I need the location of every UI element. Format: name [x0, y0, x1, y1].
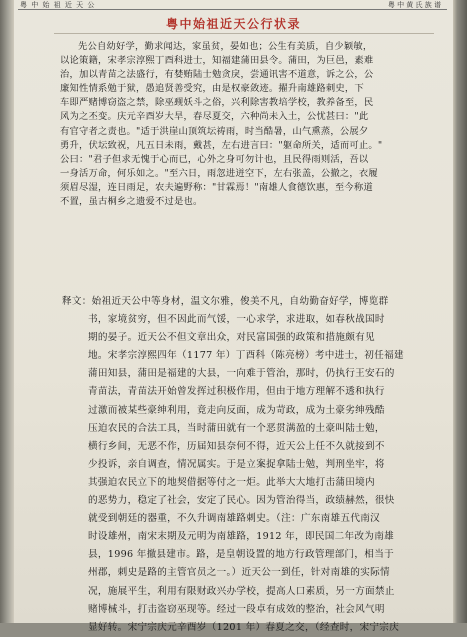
- original-line: 一身活万命，何乐如之。"至六日，雨忽进迸空下，左右张盖，公撤之，衣履: [60, 167, 378, 179]
- page-title: 粤中始祖近天公行状录: [165, 17, 301, 31]
- translation-line: 期的晏子。近天公不但文章出众，对民富国强的政策和措施颇有见: [88, 332, 375, 344]
- translation-line: 横行乡间，无恶不作，历届知县奈何不得，近天公上任不久就接到不: [88, 440, 385, 452]
- translation-line: 的恶势力，稳定了社会，安定了民心。因为管治得当，政绩赫然，很快: [88, 495, 395, 507]
- translation-line: 就受到朝廷的器重，不久升调南雄路刺史。（注：广东南雄五代南汉: [88, 513, 381, 525]
- translation-line: 书，家境贫穷，但不因此而气馁，一心求学，求进取，如春秋战国时: [88, 314, 385, 326]
- original-text-block: [54, 33, 434, 258]
- original-line: 治，加以青苗之法盛行，有婪贿陆士勉贪戾，尝通讯害不道意，诉之公，公: [60, 69, 374, 81]
- translation-line: 释文：始祖近天公中等身材，温文尔雅，俊美不凡，自幼勤奋好学，博览群: [62, 296, 389, 307]
- original-line: 有官守者之责也。"适于洪崖山顶筑坛祷雨，时当酷暑，山气熏蒸，公展夕: [60, 125, 369, 137]
- translation-line: 地。宋孝宗淳熙四年（1177 年）丁酉科（陈亮榜）考中进士，初任福建: [88, 350, 404, 362]
- translation-block: [62, 293, 442, 637]
- original-line: 须眉尽湿，连日雨足，农夫遍野称："甘霖焉！"南雄人食德饮惠，至今称道: [60, 181, 373, 193]
- translation-line: 县，1996 年撤县建市。路，是皇朝设置的地方行政管理部门，相当于: [88, 549, 394, 561]
- original-line: 公曰："君子但求无愧于心而已，心外之身可勿计也，且民得雨则活，吾以: [60, 153, 369, 165]
- original-line: 车即严赌博窃盗之禁，除巫觋妖斗之俗，兴利除害教培学校，教养备至，民: [60, 97, 374, 109]
- original-line: 以论策籍，宋孝宗淳熙丁酉科进士，知福建蒲田县令。蒲田，为巨邑，素难: [60, 55, 374, 67]
- translation-line: 过激而被某些豪绅利用，竟走向反面，成为苛政，成为土豪劣绅残酷: [88, 404, 385, 416]
- translation-line: 压迫农民的合法工具，当时蒲田就有一个恶贯满盈的土豪叫陆士勉，: [88, 422, 385, 434]
- original-line: 不置，虽古桐乡之遗爱不过是也。: [60, 196, 203, 208]
- translation-line: 青苗法，青苗法开始曾发挥过积极作用，但由于地方理解不透和执行: [88, 386, 385, 398]
- translation-line: 少投诉，亲自调查，情况属实。于是立案捉拿陆士勉，判刑坐牢，将: [88, 458, 385, 470]
- translation-line: 况，施展平生，利用有限财政兴办学校，提高人口素质，另一方面禁止: [88, 585, 395, 597]
- translation-line: 赌博械斗，打击盗窃巫现等。经过一段卓有成效的整治，社会风气明: [88, 603, 385, 615]
- book-edge-shadow: [453, 0, 467, 623]
- translation-line: 州郡，刺史是路的主管官员之一。）近天公一到任，针对南雄的实际情: [88, 567, 390, 579]
- translation-line: 其强迫农民立下的地契借据等付之一炬。此举大大地打击蒲田境内: [88, 476, 375, 488]
- original-line: 廉知性情系勉于狱，愚追贤善受究，由是权豪敛迹。擢升南雄路刺史，下: [60, 83, 364, 95]
- original-line: 勇升，伏坛致祝，凡五日未雨，戴甚，左右进言曰："躯命所关，适而可止。": [60, 139, 383, 151]
- original-line: 先公自幼好学，勤求闻达，家虽贫，晏如也；公生有美质，自少颖敏，: [78, 41, 373, 52]
- book-page: [14, 0, 453, 633]
- running-header-right: 粤 中 黄 氏 族 谱: [387, 1, 441, 9]
- translation-line: 时设雄州，南宋末期及元明为南雄路，1912 年，即民国二年改为南雄: [88, 531, 394, 543]
- translation-line: 蒲田知县，蒲田是福建的大县，一向难于管治，那时，仍执行王安石的: [88, 368, 395, 380]
- original-line: 风为之丕变。庆元辛酉岁大旱，春尽夏交，六种尚未入土，公忧甚曰："此: [60, 111, 369, 123]
- translation-line: 显好转。宋宁宗庆元辛酉岁（1201 年）春夏之交，（经查时，宋宁宗庆: [88, 621, 400, 633]
- book-binding-shadow: [0, 0, 14, 623]
- header-rule: [18, 9, 447, 10]
- running-header-left: 粤 中 始 祖 近 天 公: [20, 1, 96, 9]
